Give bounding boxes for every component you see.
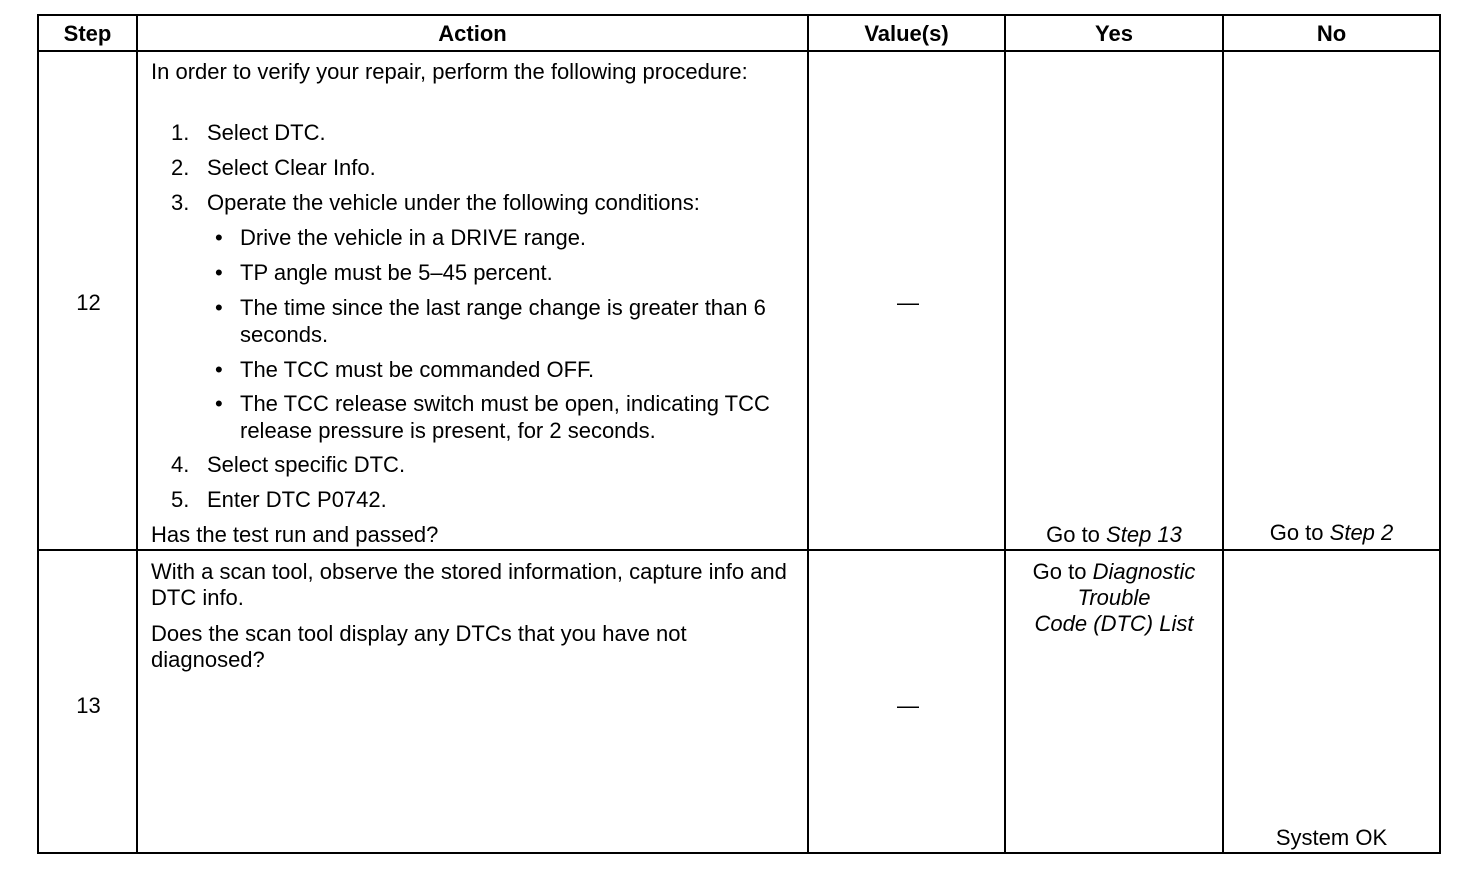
list-item: 1. Select DTC. bbox=[171, 120, 326, 145]
diagnostic-table: Step Action Value(s) Yes No 12 In order to verify your repair, perform the following procedure: 1. Select DTC. 2. Select Clear Info. 3. Operate the vehicle under the following conditions: • Drive the vehicle in a DRIVE range. • TP angle must be 5–45 percent. • The time since the last range change is greater than 6 seconds. • The TCC must be commanded OFF. • The TCC release switch must be open, indicating TCC release pressure is present, for 2 seconds. 4. Select specific DTC. 5. Enter DTC P0742. Has the test run and passed? — Go to Step 13 Go to Step 2 13 With a scan tool, observe the stored information, capture info and DTC info. Does the scan tool display any DTCs that you have not diagnosed? — Go to Diagnostic Trouble Code (DTC) List System OK bbox=[37, 14, 1441, 854]
step-number: 13 bbox=[76, 693, 101, 718]
header-values: Value(s) bbox=[864, 21, 949, 46]
action-question: Does the scan tool display any DTCs that you have not diagnosed? bbox=[151, 621, 687, 672]
header-no: No bbox=[1316, 21, 1347, 46]
list-item: 3. Operate the vehicle under the following conditions: bbox=[171, 190, 700, 215]
no-cell: Go to Step 2 bbox=[1269, 520, 1394, 545]
action-question: Has the test run and passed? bbox=[151, 522, 439, 547]
column-divider bbox=[1004, 16, 1006, 852]
list-item: 4. Select specific DTC. bbox=[171, 452, 406, 477]
value-cell: — bbox=[897, 290, 919, 315]
action-intro: With a scan tool, observe the stored information, capture info and DTC info. bbox=[151, 559, 787, 610]
header-action: Action bbox=[438, 21, 507, 46]
step-number: 12 bbox=[76, 290, 101, 315]
column-divider bbox=[807, 16, 809, 852]
action-intro: In order to verify your repair, perform the following procedure: bbox=[151, 59, 748, 84]
list-item: 2. Select Clear Info. bbox=[171, 155, 376, 180]
column-divider bbox=[1222, 16, 1224, 852]
list-item: 5. Enter DTC P0742. bbox=[171, 487, 387, 512]
yes-cell: Go to Diagnostic Trouble Code (DTC) List bbox=[1032, 559, 1196, 636]
value-cell: — bbox=[897, 693, 919, 718]
no-cell: System OK bbox=[1275, 825, 1388, 850]
column-divider bbox=[136, 16, 138, 852]
header-yes: Yes bbox=[1095, 21, 1133, 46]
header-step: Step bbox=[63, 21, 112, 46]
yes-cell: Go to Step 13 bbox=[1046, 522, 1182, 547]
row-divider bbox=[39, 549, 1439, 551]
